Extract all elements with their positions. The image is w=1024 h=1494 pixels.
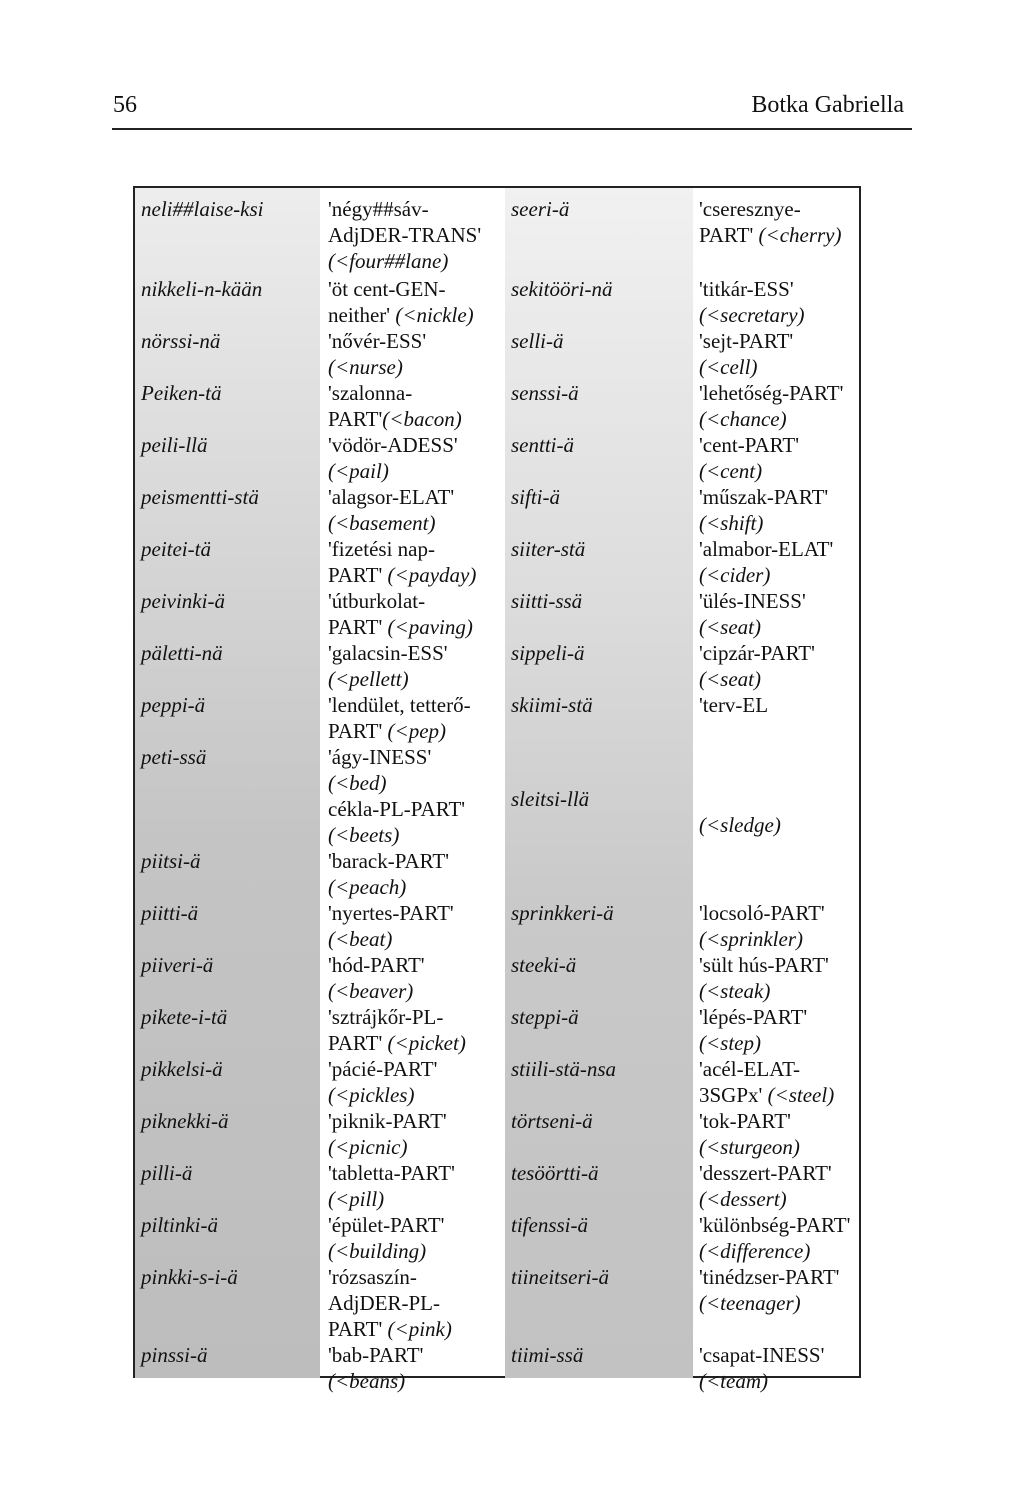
gloss-entry bbox=[328, 536, 504, 588]
finnish-word: piitsi-ä bbox=[141, 849, 201, 873]
hungarian-gloss: 'sztrájkőr-PL- bbox=[328, 1005, 444, 1029]
gloss-line bbox=[699, 196, 861, 222]
gloss-line bbox=[699, 1056, 861, 1082]
gloss-entry bbox=[699, 1004, 861, 1056]
english-source: (<bed) bbox=[328, 771, 387, 795]
gloss-entry bbox=[328, 328, 504, 380]
gloss-entry bbox=[328, 1342, 504, 1394]
gloss-line bbox=[328, 718, 504, 744]
gloss-entry bbox=[328, 1056, 504, 1108]
page-number: 56 bbox=[113, 92, 137, 118]
word-list-table bbox=[133, 186, 861, 1393]
hungarian-gloss: PART' bbox=[328, 1031, 388, 1055]
finnish-word: tiimi-ssä bbox=[511, 1343, 584, 1367]
hungarian-gloss: 'galacsin-ESS' bbox=[328, 641, 448, 665]
finnish-word: piltinki-ä bbox=[141, 1213, 218, 1237]
finnish-word: tifenssi-ä bbox=[511, 1213, 588, 1237]
gloss-line bbox=[699, 1082, 861, 1108]
gloss-line bbox=[328, 1290, 504, 1316]
hungarian-gloss: 'nővér-ESS' bbox=[328, 329, 427, 353]
gloss-line bbox=[328, 222, 504, 248]
finnish-word: siitti-ssä bbox=[511, 589, 583, 613]
gloss-entry bbox=[328, 1160, 504, 1212]
finnish-word: peismentti-stä bbox=[141, 485, 259, 509]
finnish-word: tesöörtti-ä bbox=[511, 1161, 599, 1185]
hungarian-gloss: 'épület-PART' bbox=[328, 1213, 445, 1237]
gloss-entry bbox=[328, 796, 504, 848]
english-source: (<cent) bbox=[699, 459, 763, 483]
gloss-entry bbox=[328, 744, 504, 796]
gloss-line bbox=[699, 692, 861, 718]
gloss-line bbox=[699, 458, 861, 484]
gloss-line bbox=[699, 510, 861, 536]
hungarian-gloss: 'nyertes-PART' bbox=[328, 901, 454, 925]
gloss-line bbox=[699, 536, 861, 562]
gloss-line bbox=[328, 848, 504, 874]
gloss-entry bbox=[699, 1264, 861, 1316]
gloss-line bbox=[328, 562, 504, 588]
hungarian-gloss: 'ágy-INESS' bbox=[328, 745, 432, 769]
english-source: (<peach) bbox=[328, 875, 407, 899]
hungarian-gloss: 'titkár-ESS' bbox=[699, 277, 794, 301]
finnish-word: peitei-tä bbox=[141, 537, 211, 561]
finnish-word: peili-llä bbox=[141, 433, 208, 457]
gloss-line bbox=[328, 432, 504, 458]
gloss-line bbox=[328, 1316, 504, 1342]
hungarian-gloss: 'tinédzser-PART' bbox=[699, 1265, 840, 1289]
gloss-line bbox=[328, 796, 504, 822]
english-source: (<picket) bbox=[387, 1031, 466, 1055]
hungarian-gloss: 3SGPx' bbox=[699, 1083, 768, 1107]
gloss-line bbox=[699, 562, 861, 588]
gloss-line bbox=[699, 1030, 861, 1056]
gloss-line bbox=[699, 1342, 861, 1368]
gloss-line bbox=[699, 812, 861, 838]
finnish-word: senssi-ä bbox=[511, 381, 579, 405]
finnish-word: skiimi-stä bbox=[511, 693, 593, 717]
gloss-line bbox=[699, 588, 861, 614]
hungarian-gloss: 'rózsaszín- bbox=[328, 1265, 417, 1289]
hungarian-gloss: AdjDER-PL- bbox=[328, 1291, 440, 1315]
english-source: (<nickle) bbox=[395, 303, 474, 327]
english-source: (<beat) bbox=[328, 927, 393, 951]
gloss-line bbox=[699, 1212, 861, 1238]
gloss-entry bbox=[699, 952, 861, 1004]
gloss-line bbox=[699, 380, 861, 406]
hungarian-gloss: 'ülés-INESS' bbox=[699, 589, 806, 613]
english-source: (<seat) bbox=[699, 615, 761, 639]
gloss-line bbox=[699, 484, 861, 510]
gloss-line bbox=[328, 640, 504, 666]
gloss-line bbox=[328, 666, 504, 692]
gloss-line bbox=[328, 1004, 504, 1030]
english-source: (<nurse) bbox=[328, 355, 403, 379]
finnish-word: neli##laise-ksi bbox=[141, 197, 264, 221]
gloss-entry bbox=[699, 1108, 861, 1160]
english-source: (<beets) bbox=[328, 823, 400, 847]
gloss-line bbox=[328, 770, 504, 796]
finnish-word: peti-ssä bbox=[141, 745, 207, 769]
hungarian-gloss: 'sejt-PART' bbox=[699, 329, 794, 353]
gloss-line bbox=[699, 354, 861, 380]
gloss-line bbox=[699, 1186, 861, 1212]
gloss-line bbox=[328, 1160, 504, 1186]
gloss-line bbox=[328, 196, 504, 222]
gloss-entry bbox=[328, 640, 504, 692]
finnish-word: piitti-ä bbox=[141, 901, 199, 925]
hungarian-gloss: 'terv-EL bbox=[699, 693, 769, 717]
finnish-word: pikkelsi-ä bbox=[141, 1057, 223, 1081]
gloss-line bbox=[328, 302, 504, 328]
gloss-entry bbox=[328, 484, 504, 536]
gloss-line bbox=[699, 432, 861, 458]
gloss-entry bbox=[699, 588, 861, 640]
finnish-word: sprinkkeri-ä bbox=[511, 901, 614, 925]
hungarian-gloss: cékla-PL-PART' bbox=[328, 797, 466, 821]
hungarian-gloss: PART' bbox=[328, 407, 383, 431]
english-source: (<teenager) bbox=[699, 1291, 801, 1315]
gloss-line bbox=[328, 588, 504, 614]
finnish-word: peivinki-ä bbox=[141, 589, 225, 613]
finnish-word: sentti-ä bbox=[511, 433, 574, 457]
finnish-word: törtseni-ä bbox=[511, 1109, 593, 1133]
hungarian-gloss: 'locsoló-PART' bbox=[699, 901, 825, 925]
english-source: (<seat) bbox=[699, 667, 761, 691]
gloss-line bbox=[699, 1108, 861, 1134]
hungarian-gloss: neither' bbox=[328, 303, 396, 327]
hungarian-gloss: 'lehetőség-PART' bbox=[699, 381, 844, 405]
gloss-line bbox=[328, 1342, 504, 1368]
gloss-line bbox=[328, 380, 504, 406]
gloss-entry bbox=[328, 692, 504, 744]
gloss-line bbox=[328, 1368, 504, 1394]
gloss-line bbox=[699, 978, 861, 1004]
gloss-entry bbox=[328, 380, 504, 432]
english-source: (<sprinkler) bbox=[699, 927, 803, 951]
gloss-entry bbox=[328, 196, 504, 274]
english-source: (<step) bbox=[699, 1031, 761, 1055]
english-source: (<steel) bbox=[767, 1083, 835, 1107]
finnish-word: stiili-stä-nsa bbox=[511, 1057, 617, 1081]
english-source: (<bacon) bbox=[382, 407, 462, 431]
gloss-line bbox=[328, 822, 504, 848]
hungarian-gloss: 'tok-PART' bbox=[699, 1109, 791, 1133]
page-header bbox=[0, 0, 1024, 140]
finnish-word: seeri-ä bbox=[511, 197, 570, 221]
finnish-word: piiveri-ä bbox=[141, 953, 214, 977]
finnish-word: Peiken-tä bbox=[141, 381, 222, 405]
running-head-author: Botka Gabriella bbox=[751, 92, 904, 118]
gloss-entry bbox=[328, 432, 504, 484]
gloss-line bbox=[699, 1238, 861, 1264]
gloss-entry bbox=[328, 1108, 504, 1160]
gloss-line bbox=[328, 926, 504, 952]
gloss-line bbox=[699, 1134, 861, 1160]
english-source: (<chance) bbox=[699, 407, 787, 431]
hungarian-gloss: 'hód-PART' bbox=[328, 953, 425, 977]
gloss-line bbox=[328, 1134, 504, 1160]
gloss-entry bbox=[328, 588, 504, 640]
gloss-line bbox=[328, 276, 504, 302]
finnish-word: pilli-ä bbox=[141, 1161, 193, 1185]
gloss-entry bbox=[328, 900, 504, 952]
gloss-line bbox=[699, 222, 861, 248]
english-source: (<cell) bbox=[699, 355, 758, 379]
finnish-word: steppi-ä bbox=[511, 1005, 579, 1029]
hungarian-gloss: 'piknik-PART' bbox=[328, 1109, 447, 1133]
gloss-entry bbox=[699, 276, 861, 328]
english-source: (<sturgeon) bbox=[699, 1135, 800, 1159]
gloss-line bbox=[328, 1238, 504, 1264]
hungarian-gloss: 'műszak-PART' bbox=[699, 485, 829, 509]
hungarian-gloss: PART' bbox=[328, 615, 388, 639]
finnish-word: siiter-stä bbox=[511, 537, 586, 561]
gloss-line bbox=[328, 978, 504, 1004]
gloss-line bbox=[328, 458, 504, 484]
finnish-word: nikkeli-n-kään bbox=[141, 277, 263, 301]
hungarian-gloss: 'különbség-PART' bbox=[699, 1213, 851, 1237]
gloss-line bbox=[328, 536, 504, 562]
hungarian-gloss: 'négy##sáv- bbox=[328, 197, 429, 221]
finnish-word: sekitööri-nä bbox=[511, 277, 613, 301]
gloss-line bbox=[699, 1004, 861, 1030]
gloss-line bbox=[699, 328, 861, 354]
gloss-line bbox=[699, 900, 861, 926]
english-source: (<steak) bbox=[699, 979, 771, 1003]
hungarian-gloss: 'bab-PART' bbox=[328, 1343, 424, 1367]
english-source: (<beaver) bbox=[328, 979, 414, 1003]
gloss-entry bbox=[699, 1056, 861, 1108]
english-source: (<paving) bbox=[387, 615, 473, 639]
hungarian-gloss: 'vödör-ADESS' bbox=[328, 433, 458, 457]
left-word-column-shading bbox=[135, 188, 320, 1378]
gloss-entry bbox=[328, 848, 504, 900]
english-source: (<pellett) bbox=[328, 667, 409, 691]
hungarian-gloss: 'acél-ELAT- bbox=[699, 1057, 800, 1081]
gloss-entry bbox=[699, 1342, 861, 1394]
hungarian-gloss: 'útburkolat- bbox=[328, 589, 426, 613]
hungarian-gloss: 'cent-PART' bbox=[699, 433, 800, 457]
gloss-line bbox=[328, 874, 504, 900]
gloss-entry bbox=[328, 276, 504, 328]
english-source: (<cherry) bbox=[758, 223, 842, 247]
hungarian-gloss: PART' bbox=[699, 223, 759, 247]
gloss-line bbox=[699, 614, 861, 640]
english-source: (<secretary) bbox=[699, 303, 805, 327]
english-source: (<cider) bbox=[699, 563, 771, 587]
gloss-entry bbox=[328, 952, 504, 1004]
gloss-line bbox=[328, 1108, 504, 1134]
gloss-line bbox=[328, 354, 504, 380]
hungarian-gloss: 'lépés-PART' bbox=[699, 1005, 808, 1029]
gloss-line bbox=[699, 640, 861, 666]
hungarian-gloss: PART' bbox=[328, 1317, 388, 1341]
gloss-line bbox=[328, 1082, 504, 1108]
english-source: (<team) bbox=[699, 1369, 768, 1393]
gloss-line bbox=[328, 1030, 504, 1056]
gloss-line bbox=[328, 406, 504, 432]
english-source: (<sledge) bbox=[699, 813, 781, 837]
english-source: (<pink) bbox=[387, 1317, 452, 1341]
finnish-word: pinssi-ä bbox=[141, 1343, 208, 1367]
gloss-line bbox=[328, 510, 504, 536]
gloss-entry bbox=[699, 692, 861, 718]
finnish-word: tiineitseri-ä bbox=[511, 1265, 609, 1289]
gloss-line bbox=[328, 248, 504, 274]
gloss-line bbox=[699, 926, 861, 952]
gloss-entry bbox=[699, 900, 861, 952]
hungarian-gloss: AdjDER-TRANS' bbox=[328, 223, 482, 247]
gloss-entry bbox=[699, 380, 861, 432]
finnish-word: pinkki-s-i-ä bbox=[141, 1265, 238, 1289]
hungarian-gloss: 'cipzár-PART' bbox=[699, 641, 815, 665]
gloss-entry bbox=[699, 1160, 861, 1212]
gloss-entry bbox=[699, 432, 861, 484]
gloss-entry bbox=[699, 328, 861, 380]
hungarian-gloss: 'csapat-INESS' bbox=[699, 1343, 825, 1367]
finnish-word: nörssi-nä bbox=[141, 329, 221, 353]
finnish-word: sleitsi-llä bbox=[511, 787, 590, 811]
hungarian-gloss: PART' bbox=[328, 719, 388, 743]
gloss-entry bbox=[328, 1212, 504, 1264]
gloss-entry bbox=[699, 484, 861, 536]
gloss-entry bbox=[328, 1004, 504, 1056]
finnish-word: pikete-i-tä bbox=[141, 1005, 228, 1029]
gloss-line bbox=[699, 406, 861, 432]
english-source: (<dessert) bbox=[699, 1187, 787, 1211]
gloss-entry bbox=[699, 536, 861, 588]
gloss-entry bbox=[328, 1264, 504, 1342]
finnish-word: päletti-nä bbox=[141, 641, 223, 665]
hungarian-gloss: 'lendület, tetterő- bbox=[328, 693, 471, 717]
hungarian-gloss: 'alagsor-ELAT' bbox=[328, 485, 455, 509]
english-source: (<payday) bbox=[387, 563, 477, 587]
english-source: (<pail) bbox=[328, 459, 389, 483]
finnish-word: steeki-ä bbox=[511, 953, 577, 977]
gloss-line bbox=[328, 1056, 504, 1082]
gloss-line bbox=[328, 484, 504, 510]
finnish-word: sippeli-ä bbox=[511, 641, 585, 665]
gloss-line bbox=[328, 744, 504, 770]
finnish-word: sifti-ä bbox=[511, 485, 561, 509]
english-source: (<pickles) bbox=[328, 1083, 415, 1107]
hungarian-gloss: 'öt cent-GEN- bbox=[328, 277, 446, 301]
gloss-entry bbox=[699, 640, 861, 692]
gloss-line bbox=[699, 302, 861, 328]
english-source: (<picnic) bbox=[328, 1135, 408, 1159]
gloss-line bbox=[328, 1186, 504, 1212]
english-source: (<shift) bbox=[699, 511, 764, 535]
gloss-line bbox=[699, 1264, 861, 1290]
english-source: (<building) bbox=[328, 1239, 427, 1263]
gloss-line bbox=[699, 952, 861, 978]
gloss-line bbox=[328, 614, 504, 640]
hungarian-gloss: 'barack-PART' bbox=[328, 849, 450, 873]
english-source: (<pill) bbox=[328, 1187, 385, 1211]
gloss-entry bbox=[699, 1212, 861, 1264]
finnish-word: piknekki-ä bbox=[141, 1109, 229, 1133]
english-source: (<beans) bbox=[328, 1369, 406, 1393]
gloss-line bbox=[699, 1290, 861, 1316]
finnish-word: selli-ä bbox=[511, 329, 564, 353]
gloss-line bbox=[699, 276, 861, 302]
gloss-line bbox=[328, 1264, 504, 1290]
english-source: (<four##lane) bbox=[328, 249, 449, 273]
gloss-line bbox=[699, 1160, 861, 1186]
hungarian-gloss: PART' bbox=[328, 563, 388, 587]
gloss-line bbox=[328, 952, 504, 978]
header-rule bbox=[112, 128, 912, 130]
hungarian-gloss: 'almabor-ELAT' bbox=[699, 537, 834, 561]
gloss-entry bbox=[699, 812, 861, 838]
gloss-line bbox=[699, 666, 861, 692]
finnish-word: peppi-ä bbox=[141, 693, 206, 717]
gloss-line bbox=[328, 900, 504, 926]
english-source: (<difference) bbox=[699, 1239, 811, 1263]
english-source: (<basement) bbox=[328, 511, 436, 535]
gloss-line bbox=[328, 692, 504, 718]
hungarian-gloss: 'tabletta-PART' bbox=[328, 1161, 455, 1185]
gloss-entry bbox=[699, 196, 861, 248]
right-word-column-shading bbox=[505, 188, 693, 1378]
english-source: (<pep) bbox=[387, 719, 447, 743]
gloss-line bbox=[328, 328, 504, 354]
hungarian-gloss: 'pácié-PART' bbox=[328, 1057, 438, 1081]
gloss-line bbox=[699, 1368, 861, 1394]
hungarian-gloss: 'desszert-PART' bbox=[699, 1161, 832, 1185]
gloss-line bbox=[328, 1212, 504, 1238]
hungarian-gloss: 'fizetési nap- bbox=[328, 537, 435, 561]
hungarian-gloss: 'cseresznye- bbox=[699, 197, 801, 221]
hungarian-gloss: 'szalonna- bbox=[328, 381, 413, 405]
hungarian-gloss: 'sült hús-PART' bbox=[699, 953, 829, 977]
